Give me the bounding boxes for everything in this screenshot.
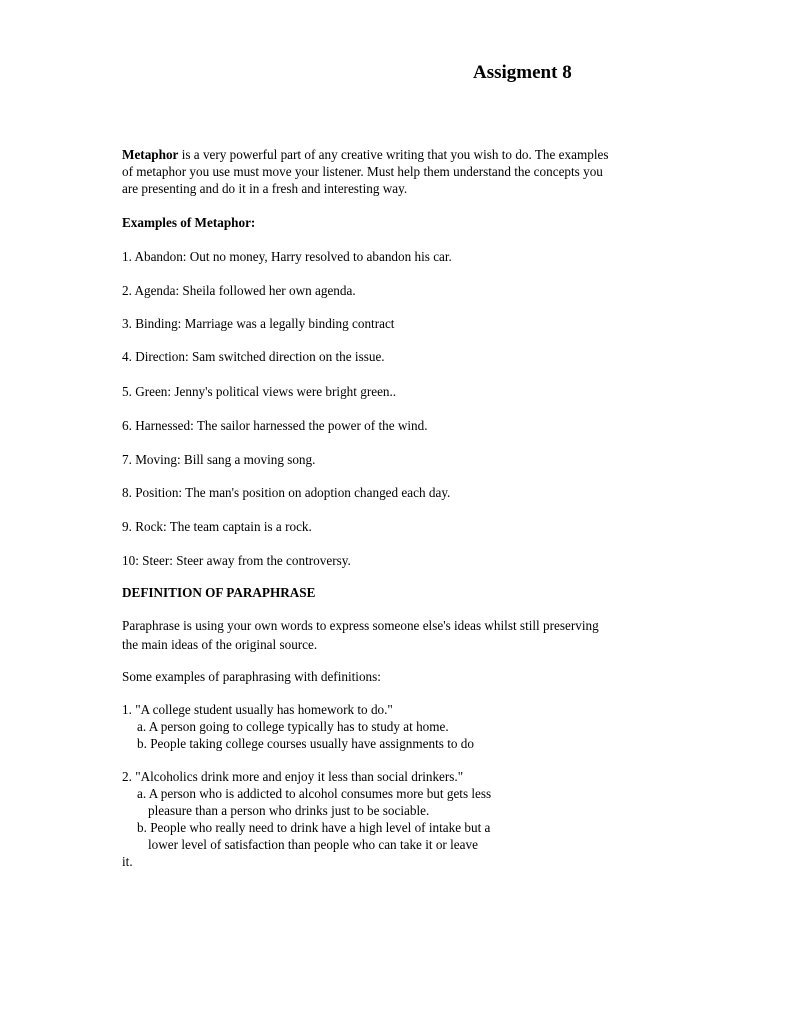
example-item: 4. Direction: Sam switched direction on the issue. <box>122 349 385 364</box>
paraphrase-example-a-continued: pleasure than a person who drinks just to be sociable. <box>148 803 430 818</box>
example-item: 8. Position: The man's position on adoption changed each day. <box>122 485 451 500</box>
example-item: 7. Moving: Bill sang a moving song. <box>122 452 316 467</box>
intro-term: Metaphor <box>122 147 179 162</box>
examples-heading: Examples of Metaphor: <box>122 215 256 230</box>
paraphrase-intro: Some examples of paraphrasing with definitions: <box>122 669 381 684</box>
paraphrase-example-b: b. People taking college courses usually have assignments to do <box>137 736 474 751</box>
paraphrase-example-b-end: it. <box>122 854 133 869</box>
paraphrase-definition-line-2: the main ideas of the original source. <box>122 637 318 652</box>
example-item: 2. Agenda: Sheila followed her own agenda. <box>122 283 356 298</box>
intro-line-2: of metaphor you use must move your listener. Must help them understand the concepts you <box>122 164 603 179</box>
example-item: 9. Rock: The team captain is a rock. <box>122 519 312 534</box>
example-item: 6. Harnessed: The sailor harnessed the power of the wind. <box>122 418 428 433</box>
paraphrase-example-a: a. A person going to college typically has to study at home. <box>137 719 449 734</box>
paraphrase-example-b-continued: lower level of satisfaction than people who can take it or leave <box>148 837 478 852</box>
paraphrase-heading: DEFINITION OF PARAPHRASE <box>122 585 316 600</box>
example-item: 3. Binding: Marriage was a legally binding contract <box>122 316 395 331</box>
intro-line-1 <box>122 146 608 163</box>
paraphrase-example-quote: 2. "Alcoholics drink more and enjoy it less than social drinkers." <box>122 769 464 784</box>
intro-line-1-rest: is a very powerful part of any creative writing that you wish to do. The examples <box>178 147 609 162</box>
paraphrase-example-a: a. A person who is addicted to alcohol consumes more but gets less <box>137 786 492 801</box>
paraphrase-example-b: b. People who really need to drink have a high level of intake but a <box>137 820 491 835</box>
example-item: 5. Green: Jenny's political views were bright green.. <box>122 384 397 399</box>
intro-line-3: are presenting and do it in a fresh and interesting way. <box>122 181 408 196</box>
example-item: 10: Steer: Steer away from the controversy. <box>122 553 351 568</box>
page-title: Assigment 8 <box>473 62 572 83</box>
example-item: 1. Abandon: Out no money, Harry resolved to abandon his car. <box>122 249 452 264</box>
paraphrase-example-quote: 1. "A college student usually has homework to do." <box>122 702 393 717</box>
paraphrase-definition-line-1: Paraphrase is using your own words to express someone else's ideas whilst still preserving <box>122 618 599 633</box>
